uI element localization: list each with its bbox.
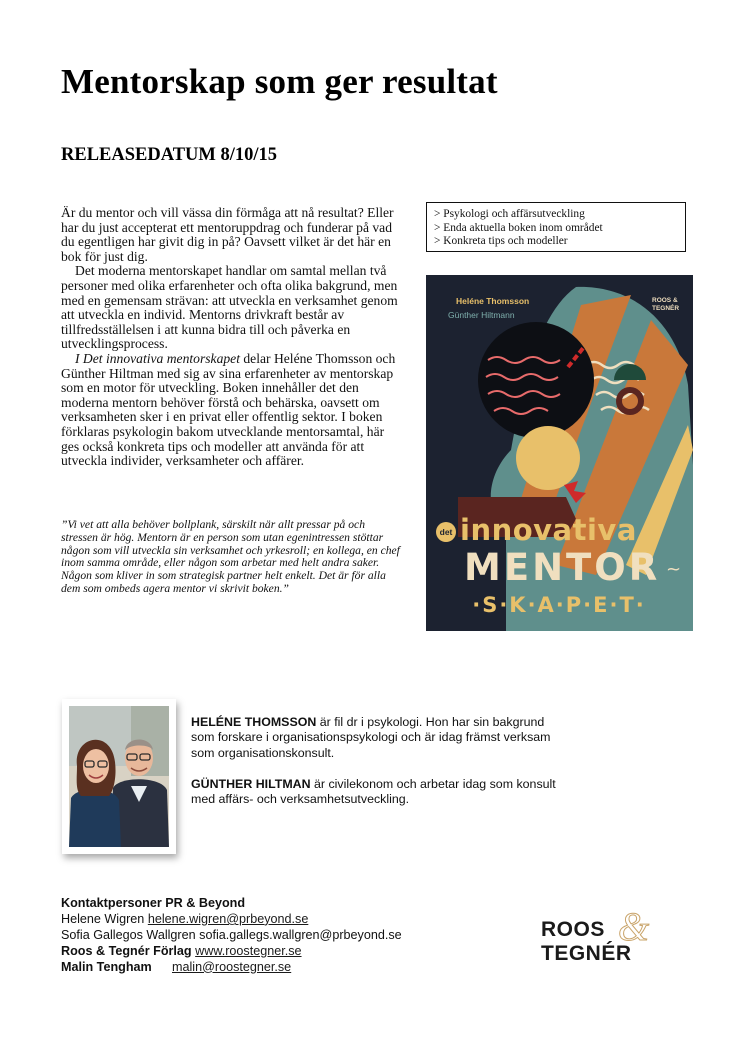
contact-name: Sofia Gallegos Wallgren xyxy=(61,927,200,942)
author-quote: ”Vi vet att alla behöver bollplank, särskilt när allt pressar på och stressen är hög. Mentorn är en person som utan egenintressen stöttar någon som vill utveckla sin verksamhet och yrkesroll; en kollega, en chef inom samma område, eller någon som arbetar med helt andra saker. Någon som kliver in som strategisk partner helt enkelt. Det är för alla dem som ombeds agera mentor vi skrivit boken.” xyxy=(61,518,400,595)
cover-word-det: det xyxy=(439,527,453,537)
email-link[interactable]: malin@roostegner.se xyxy=(172,959,292,974)
contact-row xyxy=(61,960,481,976)
intro-paragraph-3 xyxy=(61,352,403,469)
contact-name: Malin Tengham xyxy=(61,959,152,974)
contact-name: Roos & Tegnér Förlag xyxy=(61,943,196,958)
key-point: > Psykologi och affärsutveckling xyxy=(434,208,585,220)
key-points-box xyxy=(426,202,686,252)
intro-text xyxy=(61,206,403,469)
bio-text: är civilekonom och arbetar idag som konsult med affärs- och verksamhetsutveckling. xyxy=(191,776,556,807)
book-title-inline: I Det innovativa mentorskapet xyxy=(75,350,240,366)
contact-block xyxy=(61,896,481,976)
bio-name: HELÉNE THOMSSON xyxy=(191,715,317,729)
publisher-logo xyxy=(540,906,670,968)
contact-row xyxy=(61,912,481,928)
cover-word-mentor: MENTOR xyxy=(464,546,661,589)
contacts-heading: Kontaktpersoner PR & Beyond xyxy=(61,896,246,910)
email-text: sofia.gallegs.wallgren@prbeyond.se xyxy=(199,927,402,942)
contact-row xyxy=(61,944,481,960)
brain-circle xyxy=(478,322,594,438)
bio-name: GÜNTHER HILTMAN xyxy=(191,776,311,791)
key-point: > Konkreta tips och modeller xyxy=(434,235,568,248)
intro-paragraph-2: Det moderna mentorskapet handlar om samtal mellan två personer med olika erfarenheter och ofta olika bakgrund, men med en gemensam strävan: att utveckla en verksamhet genom att utveckla en individ. Mentorns drivkraft består av tillfredsställelsen i att kunna bidra till och påverka en utvecklingsprocess. xyxy=(61,263,398,352)
intro-paragraph-1: Är du mentor och vill vässa din förmåga att nå resultat? Eller har du just accepterat ett mentoruppdrag och funderar på vad du egentligen har givit dig in på? Oavsett vilket är det här en bok för just dig. xyxy=(61,205,394,264)
intro-paragraph-3-text: delar Heléne Thomsson och Günther Hiltman med sig av sina erfarenheter av mentorskap som en motor för utveckling. Boken innehåller det den moderna mentorn behöver förstå och behärska, oavsett om verksamheten sker i en privat eller offentlig sektor. I boken förklaras psykologin bakom utvecklande mentorsamtal, här ges också konkreta tips och modeller att använda för att utveckla individer, verksamheter och affärer. xyxy=(61,350,396,469)
bio-hiltman xyxy=(191,777,561,808)
bio-thomsson xyxy=(191,715,561,761)
author-bios xyxy=(191,715,561,823)
logo-line-2: TEGNÉR xyxy=(541,942,632,965)
author-photo-frame xyxy=(62,699,176,854)
book-cover xyxy=(426,275,693,631)
release-date: RELEASEDATUM 8/10/15 xyxy=(61,145,278,165)
logo-ampersand: & xyxy=(618,906,650,949)
author-photo xyxy=(69,706,169,847)
contact-row xyxy=(61,928,481,944)
logo-line-1: ROOS xyxy=(541,918,605,941)
cover-word-innovativa: innovativa xyxy=(460,513,637,547)
cover-author-2: Günther Hiltmann xyxy=(448,310,515,320)
cover-tilde: ~ xyxy=(666,559,682,580)
yellow-circle xyxy=(516,426,580,490)
page-title: Mentorskap som ger resultat xyxy=(61,62,498,101)
contact-name: Helene Wigren xyxy=(61,911,148,926)
cover-author-1: Heléne Thomsson xyxy=(456,296,530,306)
key-point: > Enda aktuella boken inom området xyxy=(434,221,603,234)
bio-text: är fil dr i psykologi. Hon har sin bakgrund som forskare i organisationspsykologi och är idag främst verksam som organisationskonsult. xyxy=(191,715,551,760)
cover-publisher-1: ROOS & xyxy=(652,297,678,304)
website-link[interactable]: www.roostegner.se xyxy=(195,943,302,958)
cover-word-skapet: ·S·K·A·P·E·T· xyxy=(472,593,646,617)
cover-publisher-2: TEGNÉR xyxy=(652,305,680,312)
email-link[interactable]: helene.wigren@prbeyond.se xyxy=(147,911,309,926)
